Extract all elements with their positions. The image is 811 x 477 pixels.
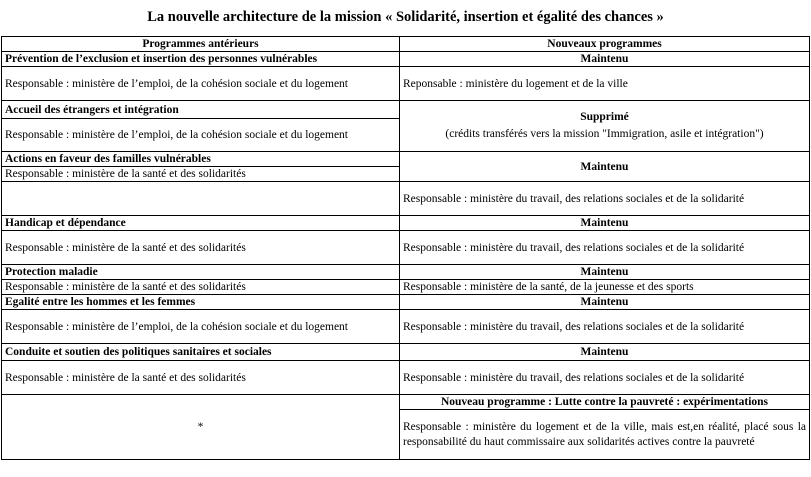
previous-responsible: Responsable : ministère de la santé et des solidarités <box>2 231 400 265</box>
previous-responsible: Responsable : ministère de la santé et des solidarités <box>2 167 400 182</box>
table-row <box>2 265 810 280</box>
program-name: Handicap et dépendance <box>2 216 400 231</box>
program-name: Accueil des étrangers et intégration <box>2 101 400 119</box>
table-row <box>2 101 810 119</box>
new-responsible: Responsable : ministère du travail, des relations sociales et de la solidarité <box>400 310 810 344</box>
table-row <box>2 152 810 167</box>
new-responsible: Responsable : ministère du logement et de la ville, mais est,en réalité, placé sous la responsabilité du haut commissaire aux solidarités actives contre la pauvreté <box>400 410 810 460</box>
table-row <box>2 361 810 395</box>
marker-cell: * <box>2 395 400 460</box>
table-row <box>2 231 810 265</box>
table-row <box>2 344 810 361</box>
program-status: Maintenu <box>400 152 810 182</box>
previous-responsible: Responsable : ministère de la santé et des solidarités <box>2 280 400 295</box>
program-status: Maintenu <box>400 265 810 280</box>
table-row <box>2 295 810 310</box>
table-row <box>2 67 810 101</box>
table-row <box>2 216 810 231</box>
program-status-cell <box>400 101 810 152</box>
new-responsible: Responsable : ministère du travail, des relations sociales et de la solidarité <box>400 361 810 395</box>
new-responsible: Responsable : ministère du travail, des relations sociales et de la solidarité <box>400 182 810 216</box>
new-responsible: Responsable : ministère du travail, des relations sociales et de la solidarité <box>400 231 810 265</box>
previous-responsible: Responsable : ministère de l’emploi, de la cohésion sociale et du logement <box>2 67 400 101</box>
program-status: Maintenu <box>400 295 810 310</box>
program-name: Conduite et soutien des politiques sanitaires et sociales <box>2 344 400 361</box>
new-responsible: Reponsable : ministère du logement et de la ville <box>400 67 810 101</box>
program-status: Maintenu <box>400 216 810 231</box>
header-new-programs: Nouveaux programmes <box>400 37 810 52</box>
previous-responsible: Responsable : ministère de la santé et des solidarités <box>2 361 400 395</box>
previous-responsible: Responsable : ministère de l’emploi, de la cohésion sociale et du logement <box>2 310 400 344</box>
table-row <box>2 182 810 216</box>
table-row <box>2 310 810 344</box>
header-previous-programs: Programmes antérieurs <box>2 37 400 52</box>
program-status: Maintenu <box>400 52 810 67</box>
table-header-row <box>2 37 810 52</box>
program-status: Nouveau programme : Lutte contre la pauvreté : expérimentations <box>400 395 810 410</box>
page-title: La nouvelle architecture de la mission « Solidarité, insertion et égalité des chances » <box>147 9 664 25</box>
new-responsible: Responsable : ministère de la santé, de la jeunesse et des sports <box>400 280 810 295</box>
program-name: Prévention de l’exclusion et insertion des personnes vulnérables <box>2 52 400 67</box>
program-name: Actions en faveur des familles vulnérables <box>2 152 400 167</box>
table-row <box>2 52 810 67</box>
program-name: Protection maladie <box>2 265 400 280</box>
previous-responsible: Responsable : ministère de l’emploi, de la cohésion sociale et du logement <box>2 119 400 152</box>
missions-table <box>1 36 810 460</box>
table-row <box>2 395 810 410</box>
program-status-note: (crédits transférés vers la mission "Immigration, asile et intégration") <box>445 128 764 140</box>
table-row <box>2 280 810 295</box>
program-status: Supprimé <box>580 111 629 123</box>
program-status: Maintenu <box>400 344 810 361</box>
empty-cell <box>2 182 400 216</box>
program-name: Egalité entre les hommes et les femmes <box>2 295 400 310</box>
